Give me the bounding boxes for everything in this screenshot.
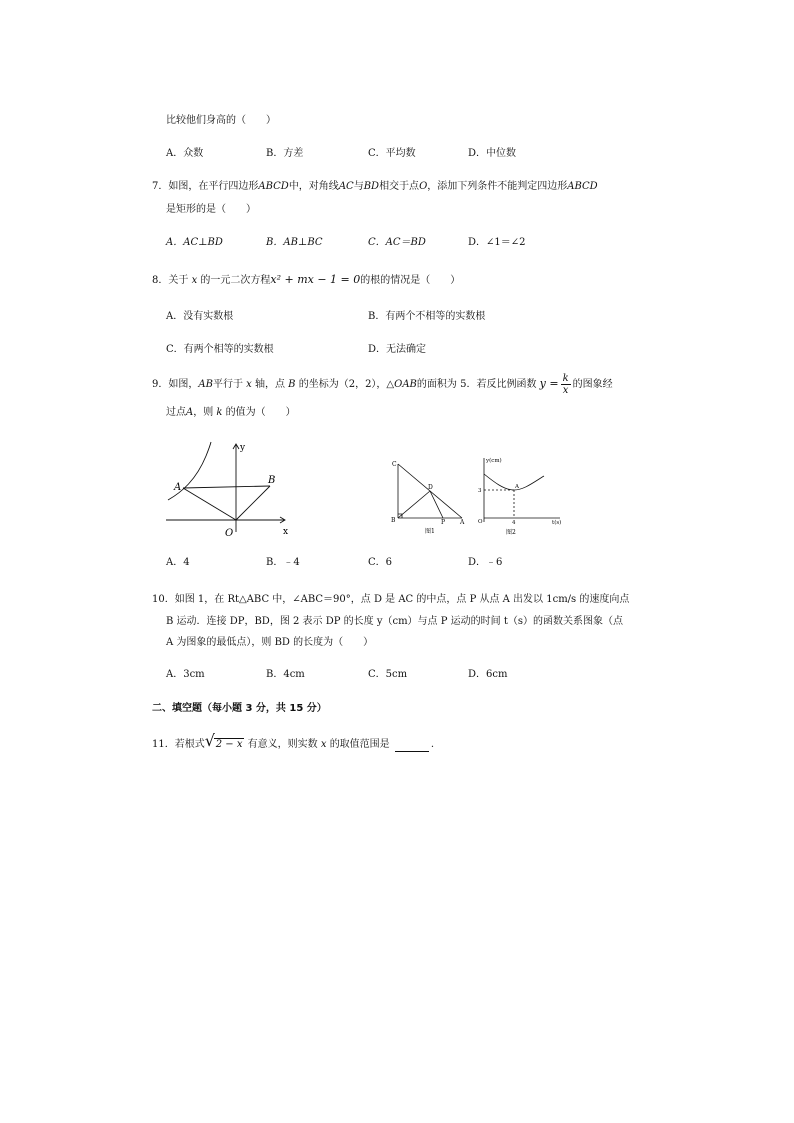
q11-radical: √ 2 − x [204,731,243,750]
q9-figure [160,436,300,540]
q10-figure-2 [474,452,564,538]
fig1-label-b: B [391,517,396,524]
q8-option-d: D．无法确定 [368,344,427,355]
fig1-label-a: A [460,519,465,526]
q8-option-c: C．有两个相等的实数根 [166,344,274,355]
q9-option-c: C．6 [368,557,393,568]
q10-stem-line1: 10．如图 1，在 Rt△ABC 中，∠ABC＝90°，点 D 是 AC 的中点，点 P 从点 A 出发以 1cm/s 的速度向点 [152,594,630,605]
q9-segment-oa [183,488,236,520]
fig2-label-t: t(s) [552,520,562,526]
q6-option-c: C．平均数 [368,148,416,159]
fig1-label-d: D [428,484,433,491]
q7-option-b: B．AB⊥BC [266,237,323,248]
fig1-label-p: P [441,519,446,526]
q11-stem: 11．若根式 √ 2 − x 有意义，则实数 x 的取值范围是 . [152,731,435,750]
q6-option-b: B．方差 [266,148,304,159]
q9-stem-line1: 9．如图，AB平行于 x 轴，点 B 的坐标为（2，2），△OAB的面积为 5．若反比例函数 y = $\frac{k}{x}$ 的图象经 [152,373,613,396]
fig1-caption: 图1 [425,528,435,535]
fig1-segment-dp [430,491,443,518]
q8-equation: x² + mx − 1 = 0 [270,273,361,286]
q10-figure-1 [388,456,470,538]
q9-label-y-text: y [240,443,246,453]
fig2-label-o: O [478,519,483,525]
q8-stem: 8．关于 x 的一元二次方程x² + mx − 1 = 0的根的情况是（ ） [152,273,461,286]
q10-stem-line3: A 为图象的最低点），则 BD 的长度为（ ） [166,637,374,648]
q10-option-a: A．3cm [166,669,205,680]
q10-stem-line2: B 运动．连接 DP，BD，图 2 表示 DP 的长度 y（cm）与点 P 运动的时间 t（s）的函数关系图象（点 [166,616,623,627]
q8-option-b: B．有两个不相等的实数根 [368,311,486,322]
q9-segment-ab [183,486,270,488]
q7-stem-line2: 是矩形的是（ ） [166,204,256,215]
q10-option-c: C．5cm [368,669,408,680]
fig1-label-c: C [392,461,397,468]
q7-option-c: C．AC＝BD [368,237,426,248]
section-title-fill-in: 二、填空题（每小题 3 分，共 15 分） [152,703,327,714]
q8-option-a: A．没有实数根 [166,311,234,322]
q9-label-a: A [174,482,182,493]
q6-option-d: D．中位数 [468,148,517,159]
fig2-label-y: y(cm) [486,458,502,464]
q9-fraction: $\frac{k}{x}$ [562,373,569,396]
q10-option-d: D．6cm [468,669,508,680]
q9-stem-line2: 过点A，则 k 的值为（ ） [166,407,296,418]
q7-option-a: A．AC⊥BD [166,237,223,248]
q9-option-a: A．4 [166,557,190,568]
fig2-caption: 图2 [506,529,516,536]
q6-option-a: A．众数 [166,148,204,159]
q9-segment-ob [236,486,270,520]
fig2-label-3: 3 [478,488,482,494]
q7-stem-line1: 7．如图，在平行四边形ABCD中，对角线AC与BD相交于点O，添加下列条件不能判定四边形ABCD [152,181,598,192]
q9-label-x: x [283,527,289,537]
q9-label-b: B [268,475,276,486]
q9-option-d: D．﹣6 [468,557,503,568]
fig2-label-4: 4 [512,520,516,526]
q9-option-b: B．﹣4 [266,557,300,568]
fig1-segment-bd [398,491,430,518]
q6-stem-tail: 比较他们身高的（ ） [166,115,276,126]
q7-option-d: D．∠1＝∠2 [468,237,526,248]
fig2-curve [484,474,544,490]
fig2-label-a: A [515,484,519,490]
q10-option-b: B．4cm [266,669,305,680]
q11-answer-blank[interactable] [395,742,429,752]
q9-label-o: O [225,528,234,539]
